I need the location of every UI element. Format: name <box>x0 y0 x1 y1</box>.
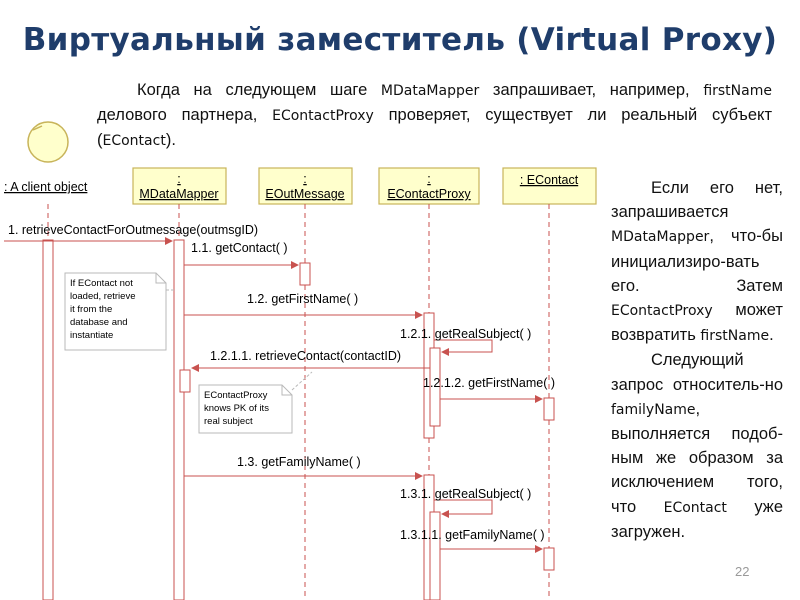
note-line: EContactProxy <box>204 390 268 401</box>
side-text-a1: Если его нет, запрашивается <box>611 179 783 222</box>
intro-code-4: EContact <box>102 133 166 149</box>
message-arrow-self <box>434 500 492 514</box>
intro-text-2: запрашивает, например, <box>479 81 704 99</box>
side-code-a6: firstName <box>700 328 770 345</box>
lifeline-name: : EContact <box>519 173 579 187</box>
side-code-b2: familyName <box>611 401 696 418</box>
activation-client <box>43 240 53 600</box>
intro-code-2: firstName <box>703 83 772 99</box>
side-code-a4: EContactProxy <box>611 303 713 320</box>
lifeline-colon: : <box>177 172 181 186</box>
lifeline-colon: : <box>303 172 307 186</box>
note-line: loaded, retrieve <box>70 291 136 302</box>
intro-text-4: проверяет, существует ли реальный субъект ( <box>97 106 772 149</box>
note-line: instantiate <box>70 330 114 341</box>
message-label: 1.2. getFirstName( ) <box>247 292 359 306</box>
side-text-a3: , что-бы инициализиро-вать его. Затем <box>611 227 783 295</box>
lifeline-name: MDataMapper <box>139 187 219 201</box>
note-pk <box>199 372 312 433</box>
side-text-b5: уже загружен. <box>611 497 784 541</box>
page-number: 22 <box>735 564 750 579</box>
side-text-a5: может возвратить <box>611 301 783 345</box>
side-code-a2: MDataMapper <box>611 229 710 246</box>
note-line: knows PK of its <box>204 403 269 414</box>
lifeline-name: EOutMessage <box>265 187 345 201</box>
activation-eoutmessage <box>300 263 310 285</box>
intro-code-3: EContactProxy <box>272 108 374 124</box>
lifeline-header-econtact <box>503 168 596 204</box>
message-label: 1.2.1. getRealSubject( ) <box>400 327 532 341</box>
activation-mdatamapper <box>174 240 184 600</box>
intro-text-1: Когда на следующем шаге <box>137 81 381 99</box>
note-line: real subject <box>204 416 253 427</box>
note-retrieve <box>65 273 176 350</box>
activation-mdatamapper-nested <box>180 370 190 392</box>
activation-econtact-1 <box>544 398 554 420</box>
message-label: 1.3.1. getRealSubject( ) <box>400 487 532 501</box>
side-text-b3: , выполняется подоб-ным же образом за исключением того, что <box>611 399 783 516</box>
lifeline-header-eoutmessage <box>259 168 352 204</box>
note-line: database and <box>70 317 128 328</box>
slide-title: Виртуальный заместитель (Virtual Proxy) <box>22 22 778 58</box>
lifeline-name: EContactProxy <box>387 187 471 201</box>
message-label: 1.3.1.1. getFamilyName( ) <box>400 528 545 542</box>
note-line: If EContact not <box>70 278 133 289</box>
note-line: it from the <box>70 304 113 315</box>
side-text-b1: Следующий запрос относитель-но <box>611 351 783 394</box>
lifeline-colon: : <box>427 172 431 186</box>
side-code-b4: EContact <box>663 499 727 516</box>
activation-econtact-2 <box>544 548 554 570</box>
intro-text-3: делового партнера, <box>97 106 273 124</box>
intro-text-5: ). <box>165 131 176 149</box>
actor-label: : A client object <box>4 180 88 194</box>
lifeline-header-econtactproxy <box>379 168 479 204</box>
side-text-a7: . <box>769 326 774 345</box>
intro-code-1: MDataMapper <box>380 83 480 99</box>
lifeline-header-mdatamapper <box>133 168 226 204</box>
message-label: 1.2.1.1. retrieveContact(contactID) <box>210 349 402 363</box>
note-anchor <box>292 372 312 390</box>
message-label: 1. retrieveContactForOutmessage(outmsgID) <box>8 223 259 237</box>
activation-proxy-2-nested <box>430 512 440 600</box>
message-label: 1.2.1.2. getFirstName( ) <box>423 376 555 390</box>
actor-circle-icon <box>28 122 68 162</box>
message-label: 1.3. getFamilyName( ) <box>237 455 361 469</box>
message-arrow-self <box>434 340 492 352</box>
message-label: 1.1. getContact( ) <box>191 241 288 255</box>
